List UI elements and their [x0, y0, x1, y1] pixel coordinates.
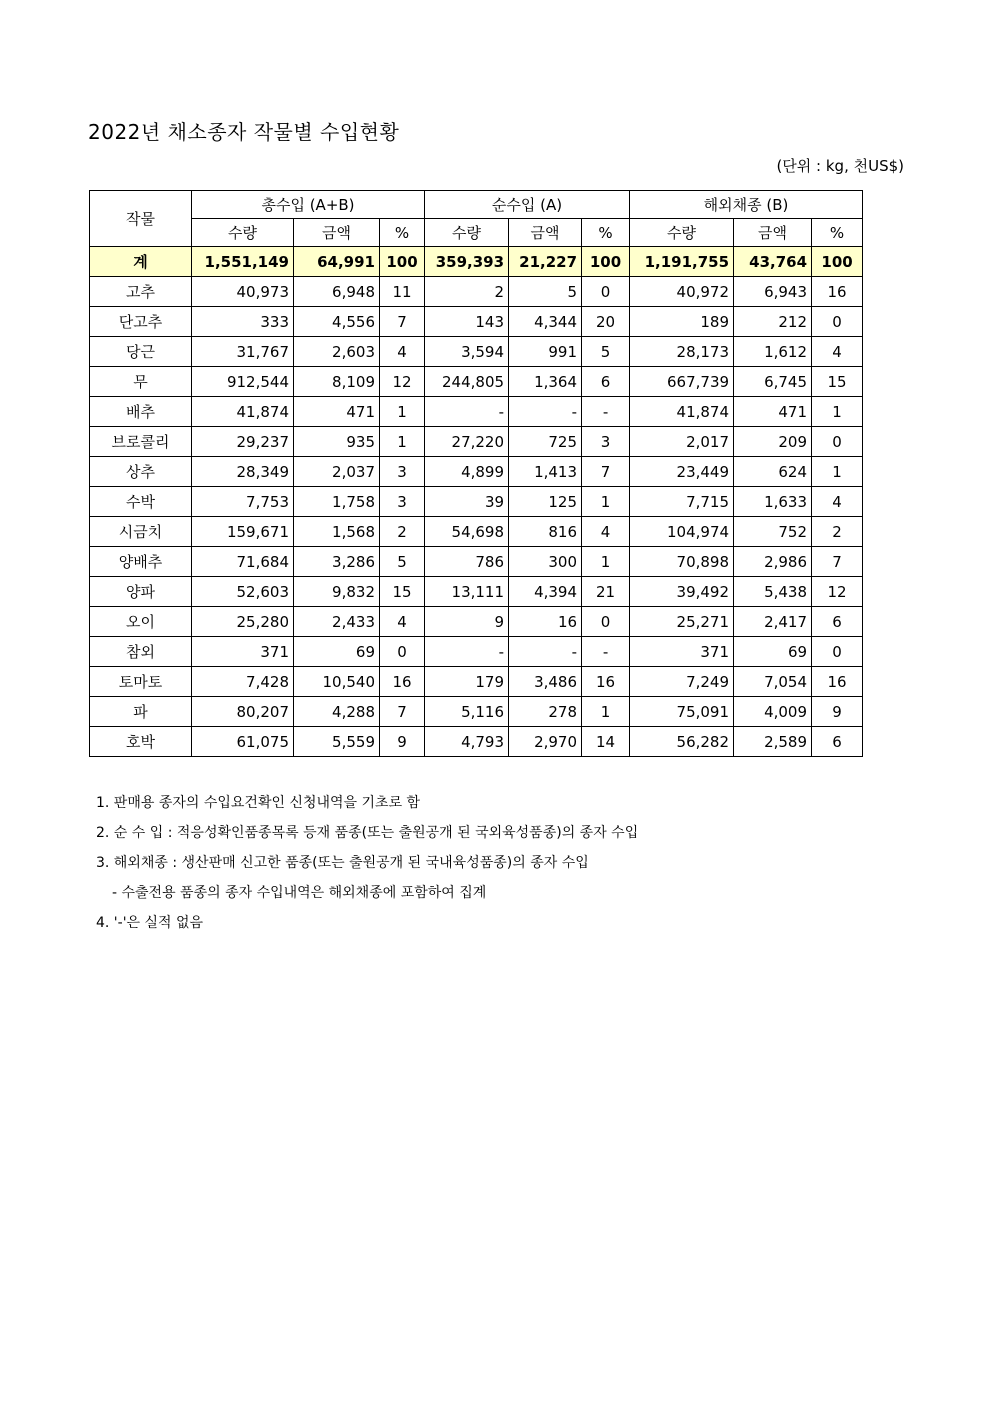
- crop-name: 양파: [90, 577, 192, 607]
- table-cell: 300: [509, 547, 582, 577]
- sub-header-pct: %: [582, 219, 630, 247]
- table-cell: 39,492: [630, 577, 734, 607]
- table-cell: -: [425, 637, 509, 667]
- total-row: [90, 247, 863, 277]
- table-cell: 244,805: [425, 367, 509, 397]
- table-cell: 3,286: [294, 547, 380, 577]
- table-cell: 371: [192, 637, 294, 667]
- table-cell: 371: [630, 637, 734, 667]
- table-cell: 25,280: [192, 607, 294, 637]
- footnotes: [96, 788, 638, 938]
- table-cell: -: [582, 637, 630, 667]
- table-cell: 4,009: [734, 697, 812, 727]
- table-cell: 1,364: [509, 367, 582, 397]
- table-cell: 14: [582, 727, 630, 757]
- table-cell: 1,568: [294, 517, 380, 547]
- crop-name: 양배추: [90, 547, 192, 577]
- table-cell: 212: [734, 307, 812, 337]
- crop-name: 파: [90, 697, 192, 727]
- table-cell: 21,227: [509, 247, 582, 277]
- crop-name: 시금치: [90, 517, 192, 547]
- table-cell: 16: [509, 607, 582, 637]
- table-row: [90, 397, 863, 427]
- table-cell: 16: [812, 667, 863, 697]
- table-cell: 61,075: [192, 727, 294, 757]
- table-cell: 1,612: [734, 337, 812, 367]
- table-cell: 816: [509, 517, 582, 547]
- table-row: [90, 607, 863, 637]
- table-row: [90, 637, 863, 667]
- table-cell: 5: [582, 337, 630, 367]
- table-cell: 5,116: [425, 697, 509, 727]
- table-row: [90, 577, 863, 607]
- table-cell: 16: [812, 277, 863, 307]
- table-cell: 0: [380, 637, 425, 667]
- table-row: [90, 277, 863, 307]
- table-cell: 1,551,149: [192, 247, 294, 277]
- table-cell: 471: [294, 397, 380, 427]
- table-cell: 6: [582, 367, 630, 397]
- table-cell: 43,764: [734, 247, 812, 277]
- table-cell: 1,191,755: [630, 247, 734, 277]
- table-cell: 7,428: [192, 667, 294, 697]
- table-cell: 4,288: [294, 697, 380, 727]
- table-cell: 6: [812, 607, 863, 637]
- table-row: [90, 307, 863, 337]
- crop-name: 참외: [90, 637, 192, 667]
- import-table: [89, 190, 863, 757]
- table-cell: 1: [380, 427, 425, 457]
- table-cell: 179: [425, 667, 509, 697]
- table-cell: 359,393: [425, 247, 509, 277]
- table-cell: 54,698: [425, 517, 509, 547]
- table-cell: 2,970: [509, 727, 582, 757]
- table-cell: 20: [582, 307, 630, 337]
- table-cell: 471: [734, 397, 812, 427]
- table-cell: 41,874: [630, 397, 734, 427]
- crop-name: 단고추: [90, 307, 192, 337]
- sub-header-amount: 금액: [734, 219, 812, 247]
- table-cell: 991: [509, 337, 582, 367]
- table-cell: 104,974: [630, 517, 734, 547]
- table-cell: 667,739: [630, 367, 734, 397]
- table-cell: 4,344: [509, 307, 582, 337]
- table-cell: 40,972: [630, 277, 734, 307]
- table-cell: 16: [380, 667, 425, 697]
- table-cell: 23,449: [630, 457, 734, 487]
- table-cell: 4,394: [509, 577, 582, 607]
- table-cell: -: [425, 397, 509, 427]
- footnote: 3. 해외채종 : 생산판매 신고한 품종(또는 출원공개 된 국내육성품종)의 종자 수입: [96, 855, 589, 871]
- table-cell: 5,438: [734, 577, 812, 607]
- table-cell: 41,874: [192, 397, 294, 427]
- table-cell: 333: [192, 307, 294, 337]
- table-cell: 7,054: [734, 667, 812, 697]
- table-cell: 7: [582, 457, 630, 487]
- table-cell: 11: [380, 277, 425, 307]
- table-cell: 278: [509, 697, 582, 727]
- group-header-net: 순수입 (A): [425, 191, 630, 219]
- total-label: 계: [90, 247, 192, 277]
- sub-header-qty: 수량: [425, 219, 509, 247]
- table-cell: 10,540: [294, 667, 380, 697]
- table-cell: 15: [812, 367, 863, 397]
- crop-name: 당근: [90, 337, 192, 367]
- table-cell: 6,948: [294, 277, 380, 307]
- table-cell: 1,758: [294, 487, 380, 517]
- crop-name: 고추: [90, 277, 192, 307]
- table-cell: 3: [380, 457, 425, 487]
- table-cell: 912,544: [192, 367, 294, 397]
- table-cell: 4,556: [294, 307, 380, 337]
- table-cell: 56,282: [630, 727, 734, 757]
- table-cell: 2,017: [630, 427, 734, 457]
- table-cell: 159,671: [192, 517, 294, 547]
- footnote: 4. '-'은 실적 없음: [96, 915, 204, 931]
- table-row: [90, 487, 863, 517]
- table-cell: 1: [582, 697, 630, 727]
- table-cell: 1,633: [734, 487, 812, 517]
- table-cell: -: [509, 397, 582, 427]
- table-cell: 15: [380, 577, 425, 607]
- sub-header-qty: 수량: [630, 219, 734, 247]
- crop-name: 무: [90, 367, 192, 397]
- table-cell: 9: [380, 727, 425, 757]
- table-cell: 4,899: [425, 457, 509, 487]
- table-cell: 3,594: [425, 337, 509, 367]
- table-cell: 8,109: [294, 367, 380, 397]
- crop-name: 호박: [90, 727, 192, 757]
- footnote: 2. 순 수 입 : 적응성확인품종목록 등재 품종(또는 출원공개 된 국외육성품종)의 종자 수입: [96, 825, 639, 841]
- table-cell: 189: [630, 307, 734, 337]
- table-row: [90, 517, 863, 547]
- table-cell: 7: [812, 547, 863, 577]
- table-cell: 786: [425, 547, 509, 577]
- table-cell: 70,898: [630, 547, 734, 577]
- table-cell: 21: [582, 577, 630, 607]
- table-row: [90, 667, 863, 697]
- table-cell: 0: [812, 427, 863, 457]
- table-cell: 752: [734, 517, 812, 547]
- table-cell: 2,986: [734, 547, 812, 577]
- table-row: [90, 337, 863, 367]
- table-cell: 1: [812, 457, 863, 487]
- table-cell: 5: [380, 547, 425, 577]
- table-cell: 125: [509, 487, 582, 517]
- table-cell: 7,753: [192, 487, 294, 517]
- crop-name: 토마토: [90, 667, 192, 697]
- table-cell: 5,559: [294, 727, 380, 757]
- footnote: 1. 판매용 종자의 수입요건확인 신청내역을 기초로 함: [96, 795, 421, 811]
- table-row: [90, 427, 863, 457]
- table-cell: 3: [582, 427, 630, 457]
- table-cell: 6,745: [734, 367, 812, 397]
- crop-name: 브로콜리: [90, 427, 192, 457]
- table-cell: 40,973: [192, 277, 294, 307]
- table-cell: 209: [734, 427, 812, 457]
- table-cell: 6: [812, 727, 863, 757]
- crop-name: 상추: [90, 457, 192, 487]
- table-row: [90, 697, 863, 727]
- table-cell: 624: [734, 457, 812, 487]
- table-cell: 16: [582, 667, 630, 697]
- table-row: [90, 727, 863, 757]
- table-cell: 2,417: [734, 607, 812, 637]
- table-cell: -: [509, 637, 582, 667]
- table-row: [90, 367, 863, 397]
- table-cell: 7: [380, 307, 425, 337]
- table-cell: 935: [294, 427, 380, 457]
- table-cell: 3,486: [509, 667, 582, 697]
- table-cell: 0: [812, 637, 863, 667]
- sub-header-pct: %: [812, 219, 863, 247]
- table-cell: 2,037: [294, 457, 380, 487]
- table-cell: 100: [812, 247, 863, 277]
- unit-label: (단위 : kg, 천US$): [776, 157, 904, 175]
- table-cell: 3: [380, 487, 425, 517]
- group-header-total: 총수입 (A+B): [192, 191, 425, 219]
- sub-header-pct: %: [380, 219, 425, 247]
- sub-header-amount: 금액: [294, 219, 380, 247]
- table-cell: 9,832: [294, 577, 380, 607]
- table-cell: 5: [509, 277, 582, 307]
- crop-name: 배추: [90, 397, 192, 427]
- table-cell: 2,433: [294, 607, 380, 637]
- page-title: 2022년 채소종자 작물별 수입현황: [88, 120, 400, 144]
- table-cell: 4,793: [425, 727, 509, 757]
- table-cell: 12: [812, 577, 863, 607]
- table-cell: 52,603: [192, 577, 294, 607]
- table-cell: 13,111: [425, 577, 509, 607]
- table-cell: -: [582, 397, 630, 427]
- table-cell: 28,173: [630, 337, 734, 367]
- table-row: [90, 457, 863, 487]
- table-cell: 7,715: [630, 487, 734, 517]
- table-cell: 2,603: [294, 337, 380, 367]
- crop-name: 오이: [90, 607, 192, 637]
- table-cell: 0: [582, 607, 630, 637]
- table-cell: 4: [812, 487, 863, 517]
- table-cell: 0: [812, 307, 863, 337]
- table-cell: 4: [380, 337, 425, 367]
- footnote: - 수출전용 품종의 종자 수입내역은 해외채종에 포함하여 집계: [112, 885, 487, 901]
- group-header-overseas: 해외채종 (B): [630, 191, 863, 219]
- table-cell: 1: [812, 397, 863, 427]
- header-row-groups: [90, 191, 863, 219]
- table-cell: 4: [380, 607, 425, 637]
- table-cell: 71,684: [192, 547, 294, 577]
- sub-header-amount: 금액: [509, 219, 582, 247]
- table-cell: 7: [380, 697, 425, 727]
- table-cell: 27,220: [425, 427, 509, 457]
- crop-header: 작물: [90, 191, 192, 247]
- table-cell: 39: [425, 487, 509, 517]
- table-cell: 2,589: [734, 727, 812, 757]
- table-cell: 69: [734, 637, 812, 667]
- table-cell: 2: [380, 517, 425, 547]
- table-cell: 1: [380, 397, 425, 427]
- table-cell: 7,249: [630, 667, 734, 697]
- table-cell: 4: [582, 517, 630, 547]
- table-cell: 4: [812, 337, 863, 367]
- table-cell: 0: [582, 277, 630, 307]
- table-cell: 2: [425, 277, 509, 307]
- table-cell: 143: [425, 307, 509, 337]
- table-cell: 75,091: [630, 697, 734, 727]
- crop-name: 수박: [90, 487, 192, 517]
- table-cell: 64,991: [294, 247, 380, 277]
- header-row-sub: [90, 219, 863, 247]
- table-cell: 1: [582, 547, 630, 577]
- table-cell: 1,413: [509, 457, 582, 487]
- table-row: [90, 547, 863, 577]
- table-cell: 2: [812, 517, 863, 547]
- table-cell: 69: [294, 637, 380, 667]
- table-cell: 1: [582, 487, 630, 517]
- table-cell: 29,237: [192, 427, 294, 457]
- table-cell: 31,767: [192, 337, 294, 367]
- table-cell: 100: [380, 247, 425, 277]
- table-cell: 28,349: [192, 457, 294, 487]
- table-cell: 100: [582, 247, 630, 277]
- table-cell: 9: [425, 607, 509, 637]
- table-cell: 80,207: [192, 697, 294, 727]
- table-cell: 25,271: [630, 607, 734, 637]
- table-cell: 12: [380, 367, 425, 397]
- sub-header-qty: 수량: [192, 219, 294, 247]
- table-cell: 9: [812, 697, 863, 727]
- table-cell: 725: [509, 427, 582, 457]
- table-cell: 6,943: [734, 277, 812, 307]
